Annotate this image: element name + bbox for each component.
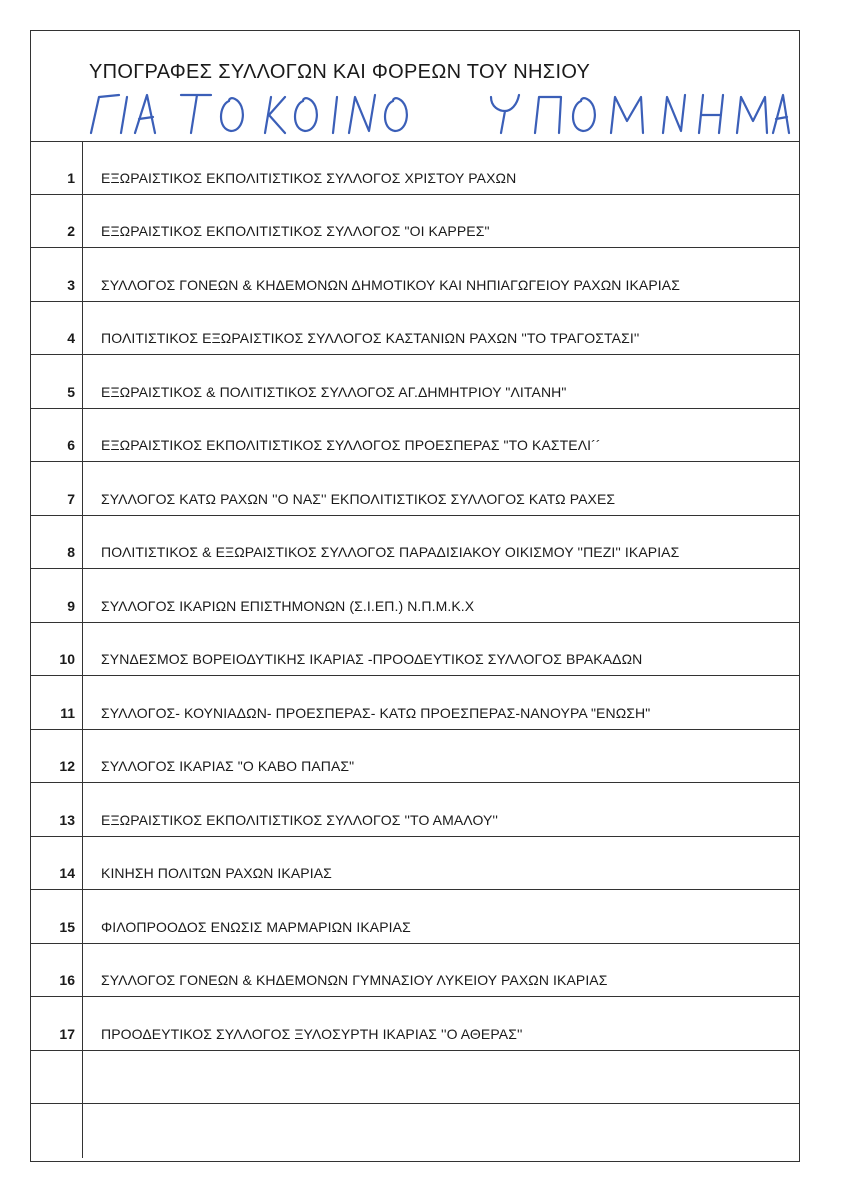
row-number: 3 [31, 248, 83, 301]
row-number: 5 [31, 355, 83, 408]
row-number: 16 [31, 944, 83, 997]
document-title: ΥΠΟΓΡΑΦΕΣ ΣΥΛΛΟΓΩΝ ΚΑΙ ΦΟΡΕΩΝ ΤΟΥ ΝΗΣΙΟΥ [89, 61, 591, 83]
row-number: 1 [31, 141, 83, 194]
row-number: 15 [31, 890, 83, 943]
organization-name: ΚΙΝΗΣΗ ΠΟΛΙΤΩΝ ΡΑΧΩΝ ΙΚΑΡΙΑΣ [101, 865, 332, 881]
table-row [31, 944, 799, 998]
table-row [31, 409, 799, 463]
table-row [31, 1051, 799, 1105]
row-number: 2 [31, 195, 83, 248]
row-number: 4 [31, 302, 83, 355]
table-row [31, 302, 799, 356]
table-row [31, 516, 799, 570]
table-row [31, 1104, 799, 1158]
organization-name: ΣΥΛΛΟΓΟΣ ΙΚΑΡΙΑΣ "Ο ΚΑΒΟ ΠΑΠΑΣ" [101, 758, 355, 774]
organization-name: ΣΥΛΛΟΓΟΣ ΚΑΤΩ ΡΑΧΩΝ ''Ο ΝΑΣ'' ΕΚΠΟΛΙΤΙΣΤΙΚΟΣ ΣΥΛΛΟΓΟΣ ΚΑΤΩ ΡΑΧΕΣ [101, 490, 616, 507]
row-number: 12 [31, 730, 83, 783]
table-row [31, 676, 799, 730]
organization-name: ΣΥΝΔΕΣΜΟΣ ΒΟΡΕΙΟΔΥΤΙΚΗΣ ΙΚΑΡΙΑΣ -ΠΡΟΟΔΕΥΤΙΚΟΣ ΣΥΛΛΟΓΟΣ ΒΡΑΚΑΔΩΝ [101, 651, 643, 667]
table-row [31, 248, 799, 302]
organization-name: ΕΞΩΡΑΙΣΤΙΚΟΣ ΕΚΠΟΛΙΤΙΣΤΙΚΟΣ ΣΥΛΛΟΓΟΣ "ΟΙ ΚΑΡΡΕΣ" [101, 223, 490, 239]
table-row [31, 730, 799, 784]
row-number: 6 [31, 409, 83, 462]
sheet-header [31, 31, 799, 142]
table-row [31, 783, 799, 837]
row-number: 13 [31, 783, 83, 836]
row-number: 8 [31, 516, 83, 569]
organization-name: ΦΙΛΟΠΡΟΟΔΟΣ ΕΝΩΣΙΣ ΜΑΡΜΑΡΙΩΝ ΙΚΑΡΙΑΣ [101, 918, 411, 935]
row-number: 9 [31, 569, 83, 622]
organization-name: ΠΟΛΙΤΙΣΤΙΚΟΣ ΕΞΩΡΑΙΣΤΙΚΟΣ ΣΥΛΛΟΓΟΣ ΚΑΣΤΑΝΙΩΝ ΡΑΧΩΝ ''ΤΟ ΤΡΑΓΟΣΤΑΣΙ'' [101, 330, 640, 346]
row-number [31, 1051, 83, 1104]
organization-name: ΕΞΩΡΑΙΣΤΙΚΟΣ ΕΚΠΟΛΙΤΙΣΤΙΚΟΣ ΣΥΛΛΟΓΟΣ ΠΡΟΕΣΠΕΡΑΣ "ΤΟ ΚΑΣΤΕΛΙ´´ [101, 437, 601, 453]
handwritten-note [71, 83, 791, 148]
table-row [31, 997, 799, 1051]
row-number [31, 1104, 83, 1158]
organization-name: ΕΞΩΡΑΙΣΤΙΚΟΣ & ΠΟΛΙΤΙΣΤΙΚΟΣ ΣΥΛΛΟΓΟΣ ΑΓ.ΔΗΜΗΤΡΙΟΥ "ΛΙΤΑΝΗ" [101, 383, 567, 400]
handwritten-note-drawing [71, 83, 791, 143]
table-row [31, 355, 799, 409]
organization-name: ΕΞΩΡΑΙΣΤΙΚΟΣ ΕΚΠΟΛΙΤΙΣΤΙΚΟΣ ΣΥΛΛΟΓΟΣ ΧΡΙΣΤΟΥ ΡΑΧΩΝ [101, 169, 517, 186]
row-number: 11 [31, 676, 83, 729]
table-row [31, 462, 799, 516]
table-row [31, 569, 799, 623]
organization-name: ΣΥΛΛΟΓΟΣ ΙΚΑΡΙΩΝ ΕΠΙΣΤΗΜΟΝΩΝ (Σ.Ι.ΕΠ.) Ν.Π.Μ.Κ.Χ [101, 597, 475, 614]
organization-name: ΣΥΛΛΟΓΟΣ ΓΟΝΕΩΝ & ΚΗΔΕΜΟΝΩΝ ΔΗΜΟΤΙΚΟΥ ΚΑΙ ΝΗΠΙΑΓΩΓΕΙΟΥ ΡΑΧΩΝ ΙΚΑΡΙΑΣ [101, 276, 680, 293]
row-number: 10 [31, 623, 83, 676]
organizations-table [31, 141, 799, 1158]
signature-sheet [30, 30, 800, 1162]
organization-name: ΠΟΛΙΤΙΣΤΙΚΟΣ & ΕΞΩΡΑΙΣΤΙΚΟΣ ΣΥΛΛΟΓΟΣ ΠΑΡΑΔΙΣΙΑΚΟΥ ΟΙΚΙΣΜΟΥ ''ΠΕΖΙ'' ΙΚΑΡΙΑΣ [101, 544, 680, 560]
organization-name: ΣΥΛΛΟΓΟΣ ΓΟΝΕΩΝ & ΚΗΔΕΜΟΝΩΝ ΓΥΜΝΑΣΙΟΥ ΛΥΚΕΙΟΥ ΡΑΧΩΝ ΙΚΑΡΙΑΣ [101, 972, 608, 988]
table-row [31, 837, 799, 891]
table-row [31, 890, 799, 944]
table-row [31, 623, 799, 677]
organization-name: ΣΥΛΛΟΓΟΣ- ΚΟΥΝΙΑΔΩΝ- ΠΡΟΕΣΠΕΡΑΣ- ΚΑΤΩ ΠΡΟΕΣΠΕΡΑΣ-ΝΑΝΟΥΡΑ "ΕΝΩΣΗ" [101, 704, 651, 721]
organization-name: ΠΡΟΟΔΕΥΤΙΚΟΣ ΣΥΛΛΟΓΟΣ ΞΥΛΟΣΥΡΤΗ ΙΚΑΡΙΑΣ ''Ο ΑΘΕΡΑΣ'' [101, 1025, 523, 1042]
table-row [31, 141, 799, 195]
row-number: 7 [31, 462, 83, 515]
table-row [31, 195, 799, 249]
row-number: 17 [31, 997, 83, 1050]
organization-name: ΕΞΩΡΑΙΣΤΙΚΟΣ ΕΚΠΟΛΙΤΙΣΤΙΚΟΣ ΣΥΛΛΟΓΟΣ ''ΤΟ ΑΜΑΛΟΥ'' [101, 811, 498, 828]
row-number: 14 [31, 837, 83, 890]
